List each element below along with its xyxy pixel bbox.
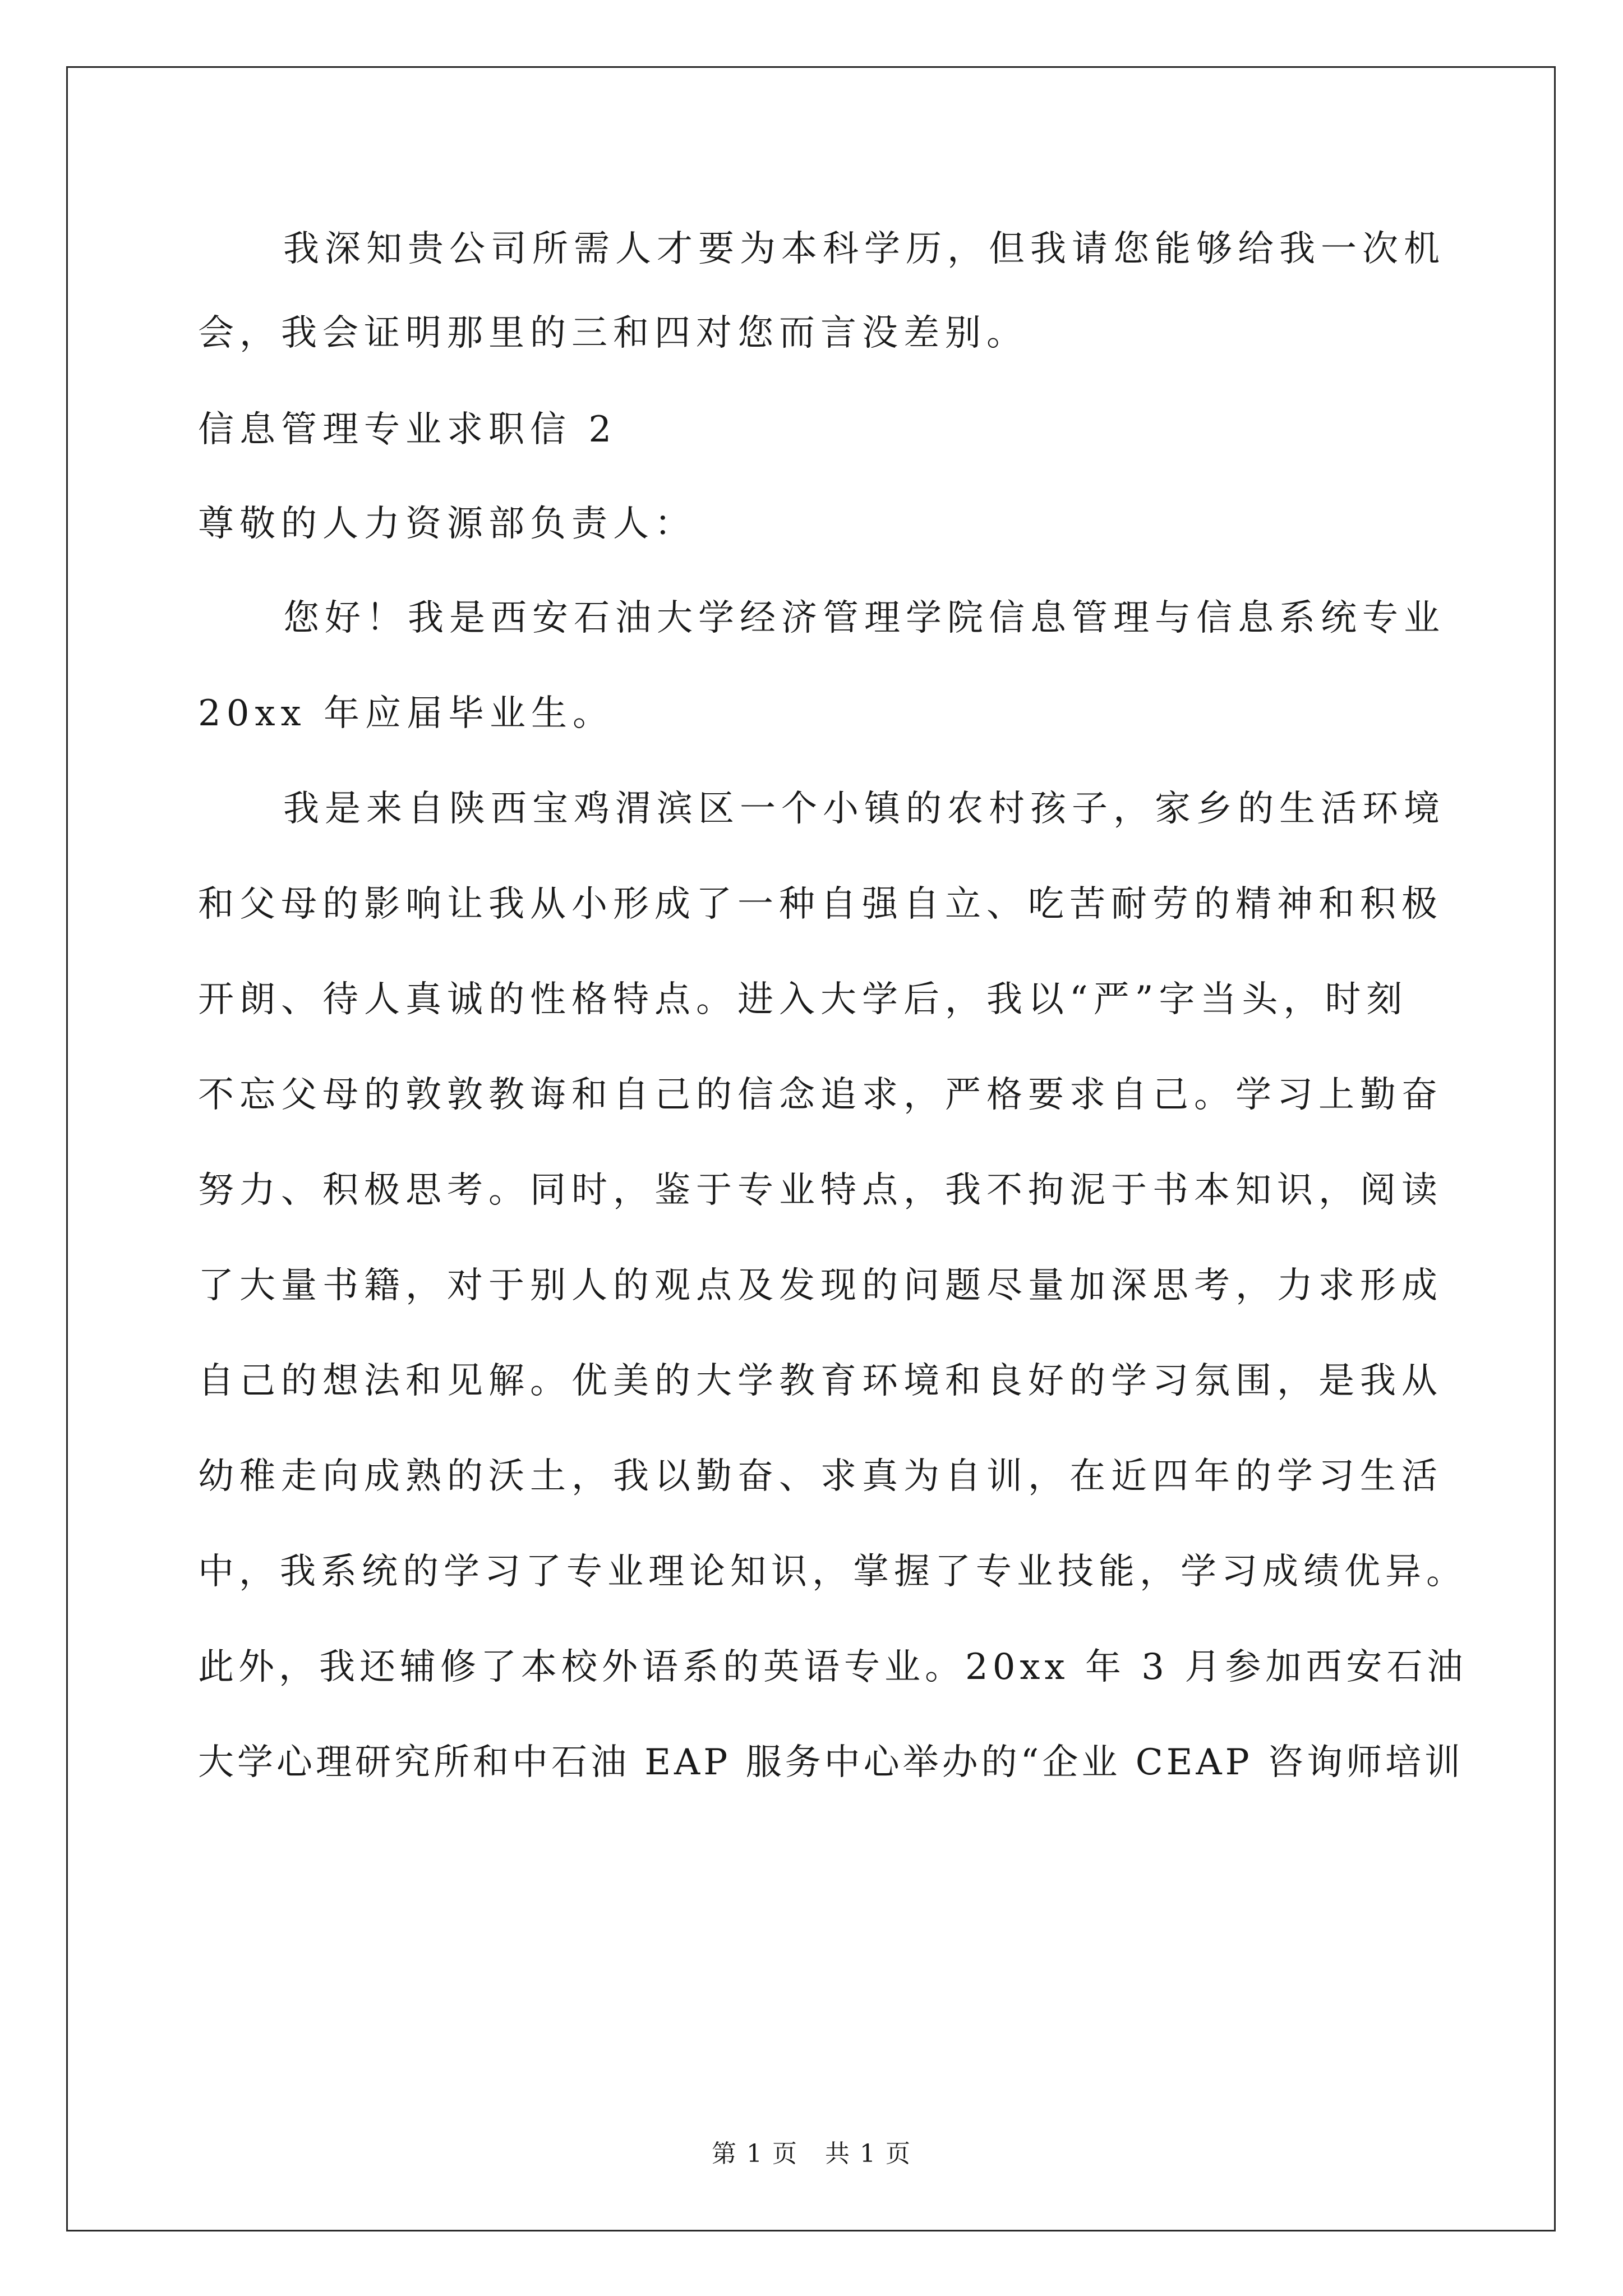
paragraph-line: 不忘父母的敦敦教诲和自己的信念追求，严格要求自己。学习上勤奋 bbox=[198, 1074, 1443, 1116]
page-number-footer: 第 1 页 共 1 页 bbox=[712, 2139, 911, 2168]
salutation: 尊敬的人力资源部负责人： bbox=[198, 503, 696, 545]
paragraph-line: 中，我系统的学习了专业理论知识，掌握了专业技能，学习成绩优异。 bbox=[198, 1551, 1467, 1593]
paragraph-line: 我是来自陕西宝鸡渭滨区一个小镇的农村孩子，家乡的生活环境 bbox=[283, 788, 1445, 830]
paragraph-line: 自己的想法和见解。优美的大学教育环境和良好的学习氛围，是我从 bbox=[198, 1360, 1443, 1402]
section-heading: 信息管理专业求职信 2 bbox=[198, 409, 617, 450]
paragraph-line: 此外，我还辅修了本校外语系的英语专业。20xx 年 3 月参加西安石油 bbox=[198, 1646, 1468, 1688]
paragraph-line: 开朗、待人真诚的性格特点。进入大学后，我以“严”字当头，时刻 bbox=[198, 979, 1408, 1020]
paragraph-line: 您好！我是西安石油大学经济管理学院信息管理与信息系统专业 bbox=[283, 597, 1445, 639]
paragraph-line: 努力、积极思考。同时，鉴于专业特点，我不拘泥于书本知识，阅读 bbox=[198, 1170, 1443, 1211]
page-border bbox=[66, 66, 1556, 2231]
paragraph-line: 和父母的影响让我从小形成了一种自强自立、吃苦耐劳的精神和积极 bbox=[198, 884, 1443, 925]
paragraph-line: 我深知贵公司所需人才要为本科学历，但我请您能够给我一次机 bbox=[283, 228, 1445, 270]
paragraph-line: 大学心理研究所和中石油 EAP 服务中心举办的“企业 CEAP 咨询师培训 bbox=[198, 1742, 1464, 1783]
paragraph-line: 20xx 年应届毕业生。 bbox=[198, 693, 614, 734]
paragraph-line: 了大量书籍，对于别人的观点及发现的问题尽量加深思考，力求形成 bbox=[198, 1265, 1443, 1306]
paragraph-line: 会，我会证明那里的三和四对您而言没差别。 bbox=[198, 312, 1028, 354]
paragraph-line: 幼稚走向成熟的沃土，我以勤奋、求真为自训，在近四年的学习生活 bbox=[198, 1456, 1443, 1497]
